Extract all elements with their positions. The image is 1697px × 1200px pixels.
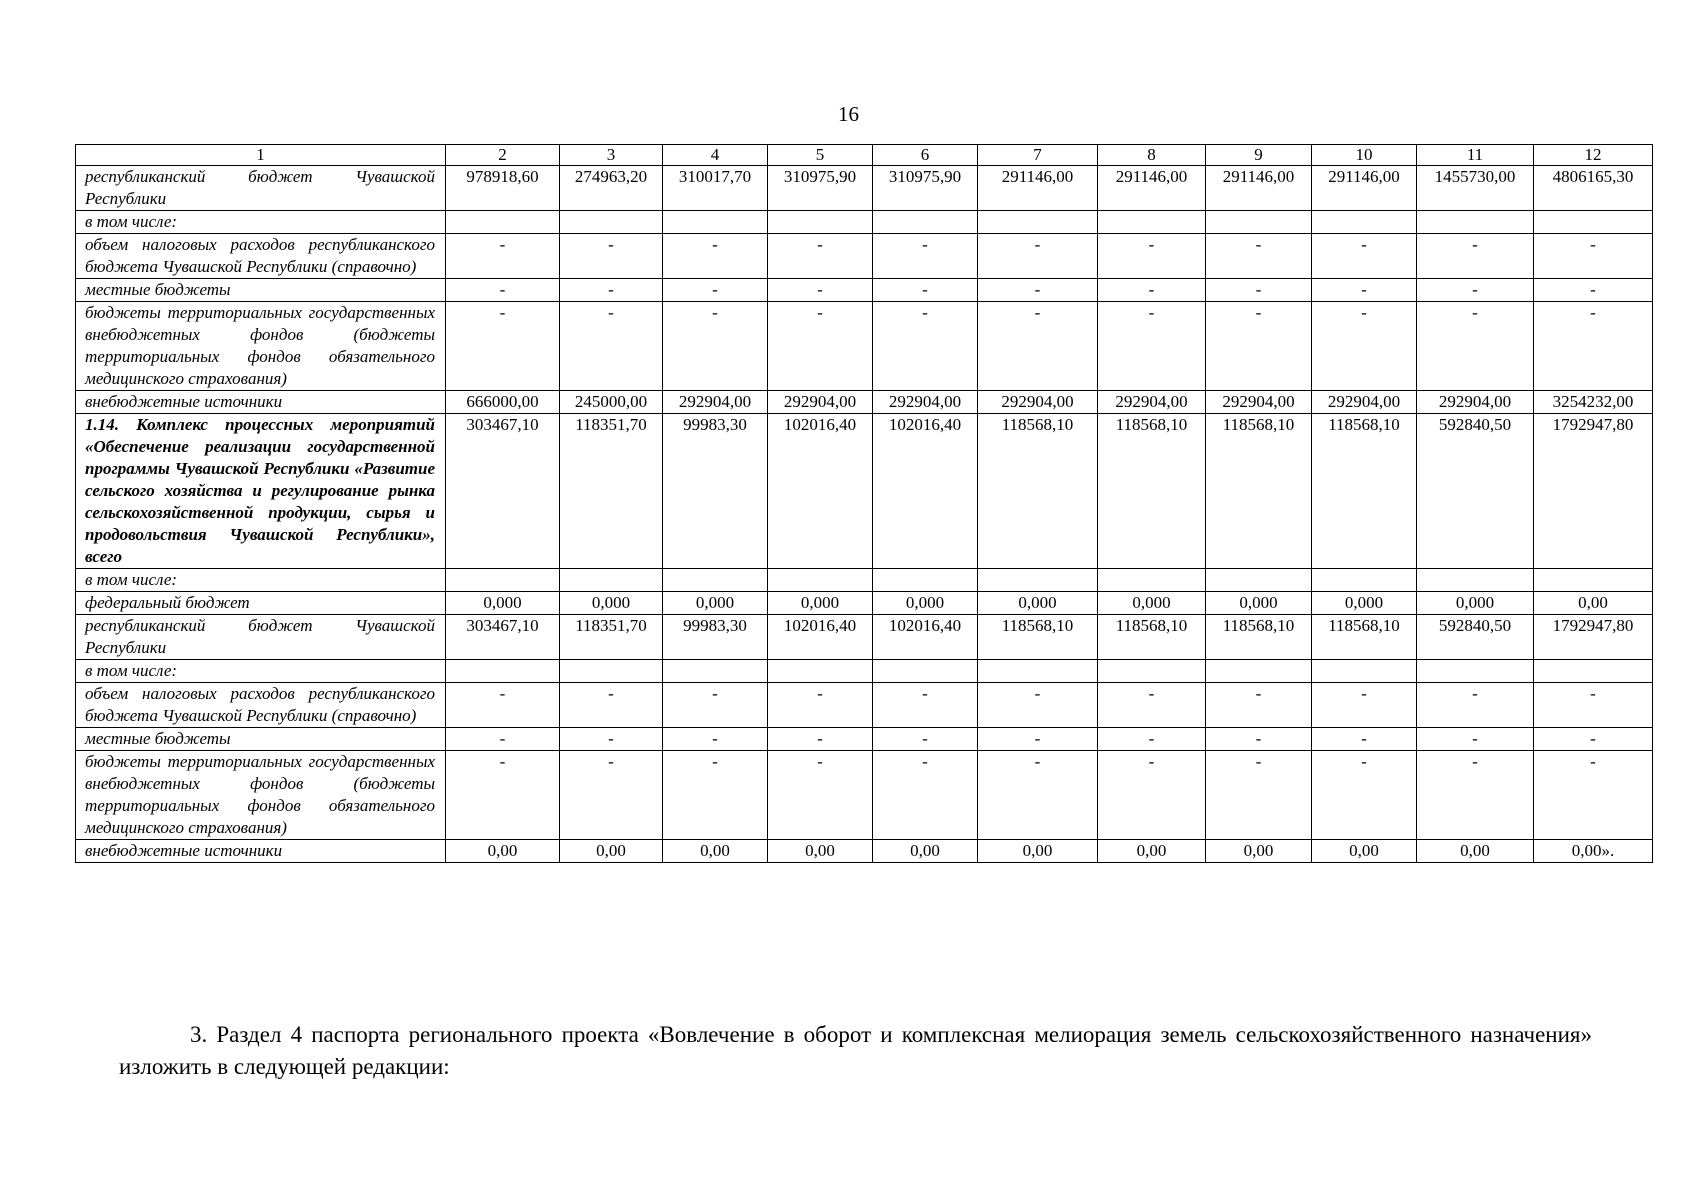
value-cell: 99983,30 (663, 615, 768, 660)
value-cell: - (1098, 234, 1206, 279)
value-cell: - (1098, 302, 1206, 391)
value-cell: 0,00 (446, 840, 560, 863)
value-cell: 303467,10 (446, 615, 560, 660)
value-cell: - (1534, 728, 1653, 751)
value-cell (873, 660, 978, 683)
value-cell: - (560, 279, 663, 302)
row-label: местные бюджеты (76, 728, 446, 751)
value-cell: 292904,00 (873, 391, 978, 414)
header-cell: 10 (1312, 145, 1417, 166)
value-cell: 1792947,80 (1534, 414, 1653, 569)
value-cell: 0,00 (1098, 840, 1206, 863)
value-cell (873, 211, 978, 234)
value-cell: 118568,10 (978, 414, 1098, 569)
value-cell: 118568,10 (1098, 615, 1206, 660)
value-cell: 102016,40 (768, 414, 873, 569)
table-header-row (76, 145, 1653, 166)
value-cell: - (446, 234, 560, 279)
value-cell: 0,00 (560, 840, 663, 863)
value-cell: - (1534, 279, 1653, 302)
value-cell: 0,000 (1206, 592, 1312, 615)
value-cell: 292904,00 (768, 391, 873, 414)
value-cell: 292904,00 (1417, 391, 1534, 414)
value-cell (768, 211, 873, 234)
value-cell: - (1417, 751, 1534, 840)
value-cell: - (1312, 302, 1417, 391)
row-label: внебюджетные источники (76, 391, 446, 414)
value-cell: - (663, 728, 768, 751)
value-cell: - (978, 279, 1098, 302)
row-label: объем налоговых расходов республиканского бюджета Чувашской Республики (справочно) (76, 234, 446, 279)
value-cell: - (873, 234, 978, 279)
value-cell: - (663, 279, 768, 302)
value-cell (446, 569, 560, 592)
value-cell: 3254232,00 (1534, 391, 1653, 414)
value-cell: 0,000 (1098, 592, 1206, 615)
value-cell (663, 211, 768, 234)
value-cell: - (978, 302, 1098, 391)
value-cell: - (663, 751, 768, 840)
value-cell (768, 660, 873, 683)
value-cell: - (1534, 751, 1653, 840)
value-cell (560, 660, 663, 683)
value-cell (1098, 211, 1206, 234)
value-cell: 102016,40 (873, 615, 978, 660)
value-cell: - (446, 302, 560, 391)
value-cell (1417, 211, 1534, 234)
value-cell: 0,00 (978, 840, 1098, 863)
value-cell: - (560, 683, 663, 728)
value-cell (1417, 569, 1534, 592)
header-cell: 9 (1206, 145, 1312, 166)
value-cell (978, 660, 1098, 683)
body-paragraph: 3. Раздел 4 паспорта регионального проекта «Вовлечение в оборот и комплексная мелиорация земель сельскохозяйственного назначения» изложить в следующей редакции: (119, 1022, 1592, 1079)
header-cell: 8 (1098, 145, 1206, 166)
value-cell: 0,000 (1312, 592, 1417, 615)
value-cell: - (873, 683, 978, 728)
value-cell: 0,000 (663, 592, 768, 615)
value-cell: - (1312, 234, 1417, 279)
header-cell: 7 (978, 145, 1098, 166)
value-cell: - (446, 279, 560, 302)
value-cell: 291146,00 (1098, 166, 1206, 211)
value-cell: 310975,90 (768, 166, 873, 211)
budget-table (75, 144, 1653, 863)
value-cell: - (560, 234, 663, 279)
page-number: 16 (838, 102, 859, 126)
row-label: бюджеты территориальных государственных внебюджетных фондов (бюджеты территориальных фондов обязательного медицинского страхования) (76, 302, 446, 391)
value-cell: - (978, 683, 1098, 728)
value-cell: - (873, 302, 978, 391)
row-label: местные бюджеты (76, 279, 446, 302)
value-cell: 0,00 (768, 840, 873, 863)
value-cell: - (446, 728, 560, 751)
value-cell (663, 569, 768, 592)
table-row (76, 660, 1653, 683)
value-cell (560, 211, 663, 234)
value-cell: 0,00 (1206, 840, 1312, 863)
value-cell: 292904,00 (978, 391, 1098, 414)
value-cell: - (978, 234, 1098, 279)
value-cell: 118351,70 (560, 414, 663, 569)
value-cell: - (1098, 751, 1206, 840)
value-cell: - (663, 683, 768, 728)
value-cell (1206, 569, 1312, 592)
value-cell (1534, 660, 1653, 683)
value-cell (1534, 569, 1653, 592)
value-cell (1206, 660, 1312, 683)
table-row (76, 615, 1653, 660)
value-cell: 4806165,30 (1534, 166, 1653, 211)
value-cell: 978918,60 (446, 166, 560, 211)
value-cell: - (768, 683, 873, 728)
value-cell (978, 211, 1098, 234)
value-cell: 291146,00 (978, 166, 1098, 211)
value-cell: - (1417, 279, 1534, 302)
value-cell: - (873, 751, 978, 840)
value-cell: - (1312, 683, 1417, 728)
row-label: в том числе: (76, 660, 446, 683)
value-cell: - (1534, 683, 1653, 728)
table-row (76, 279, 1653, 302)
value-cell: - (768, 302, 873, 391)
value-cell: - (768, 728, 873, 751)
value-cell: 592840,50 (1417, 414, 1534, 569)
value-cell: - (560, 728, 663, 751)
row-label: федеральный бюджет (76, 592, 446, 615)
row-label: 1.14. Комплекс процессных мероприятий «Обеспечение реализации государственной программы Чувашской Республики «Развитие сельского хозяйства и регулирование рынка сельскохозяйственной продукции, сырья и продовольствия Чувашской Республики», всего (76, 414, 446, 569)
value-cell: - (1534, 234, 1653, 279)
value-cell: - (1312, 751, 1417, 840)
value-cell: 292904,00 (1206, 391, 1312, 414)
value-cell: - (768, 751, 873, 840)
value-cell: - (446, 751, 560, 840)
value-cell: 0,000 (1417, 592, 1534, 615)
value-cell: 118568,10 (1312, 615, 1417, 660)
table-row (76, 840, 1653, 863)
row-label: в том числе: (76, 569, 446, 592)
value-cell: - (1206, 728, 1312, 751)
value-cell (1534, 211, 1653, 234)
value-cell: 310975,90 (873, 166, 978, 211)
value-cell: 102016,40 (873, 414, 978, 569)
row-label: объем налоговых расходов республиканского бюджета Чувашской Республики (справочно) (76, 683, 446, 728)
table-row (76, 391, 1653, 414)
value-cell: - (1098, 683, 1206, 728)
value-cell: - (1206, 683, 1312, 728)
value-cell (1312, 569, 1417, 592)
value-cell: - (663, 234, 768, 279)
table-row (76, 234, 1653, 279)
row-label: республиканский бюджет Чувашской Республики (76, 615, 446, 660)
row-label: бюджеты территориальных государственных внебюджетных фондов (бюджеты территориальных фондов обязательного медицинского страхования) (76, 751, 446, 840)
value-cell: 0,00 (1417, 840, 1534, 863)
table-row (76, 592, 1653, 615)
table-row (76, 414, 1653, 569)
table-row (76, 302, 1653, 391)
value-cell: 245000,00 (560, 391, 663, 414)
value-cell: 0,000 (873, 592, 978, 615)
value-cell: 0,00 (1312, 840, 1417, 863)
value-cell: - (1206, 279, 1312, 302)
value-cell: 118568,10 (1206, 414, 1312, 569)
header-cell: 6 (873, 145, 978, 166)
value-cell: 0,00 (873, 840, 978, 863)
value-cell: 0,000 (560, 592, 663, 615)
value-cell: - (1534, 302, 1653, 391)
value-cell: - (1206, 751, 1312, 840)
value-cell: 303467,10 (446, 414, 560, 569)
value-cell (1098, 569, 1206, 592)
value-cell (1206, 211, 1312, 234)
value-cell (768, 569, 873, 592)
row-label: внебюджетные источники (76, 840, 446, 863)
value-cell (446, 211, 560, 234)
value-cell (663, 660, 768, 683)
table-row (76, 166, 1653, 211)
header-cell: 4 (663, 145, 768, 166)
value-cell: - (873, 279, 978, 302)
value-cell: - (1312, 279, 1417, 302)
value-cell: - (768, 234, 873, 279)
value-cell: 1792947,80 (1534, 615, 1653, 660)
value-cell: 292904,00 (1098, 391, 1206, 414)
value-cell: 0,00 (663, 840, 768, 863)
value-cell: - (560, 751, 663, 840)
value-cell (1312, 660, 1417, 683)
value-cell: - (1098, 279, 1206, 302)
value-cell: - (1206, 234, 1312, 279)
table-row (76, 683, 1653, 728)
value-cell (1098, 660, 1206, 683)
header-cell: 5 (768, 145, 873, 166)
value-cell: - (1098, 728, 1206, 751)
value-cell (560, 569, 663, 592)
value-cell: 274963,20 (560, 166, 663, 211)
value-cell: - (663, 302, 768, 391)
header-cell: 11 (1417, 145, 1534, 166)
table-row (76, 728, 1653, 751)
header-cell: 2 (446, 145, 560, 166)
value-cell: 118568,10 (978, 615, 1098, 660)
value-cell: - (1417, 683, 1534, 728)
value-cell: 292904,00 (1312, 391, 1417, 414)
value-cell (873, 569, 978, 592)
value-cell: 118568,10 (1098, 414, 1206, 569)
value-cell: - (1206, 302, 1312, 391)
value-cell: - (768, 279, 873, 302)
header-cell: 3 (560, 145, 663, 166)
value-cell: - (446, 683, 560, 728)
value-cell: - (978, 751, 1098, 840)
value-cell: - (560, 302, 663, 391)
table-row (76, 569, 1653, 592)
row-label: республиканский бюджет Чувашской Республики (76, 166, 446, 211)
table-row (76, 751, 1653, 840)
table-row (76, 211, 1653, 234)
value-cell: - (1417, 728, 1534, 751)
row-label: в том числе: (76, 211, 446, 234)
value-cell: 118568,10 (1206, 615, 1312, 660)
value-cell (1417, 660, 1534, 683)
value-cell: 118351,70 (560, 615, 663, 660)
value-cell: 0,000 (768, 592, 873, 615)
value-cell: - (1417, 234, 1534, 279)
value-cell: 0,00». (1534, 840, 1653, 863)
value-cell: 292904,00 (663, 391, 768, 414)
value-cell: - (1417, 302, 1534, 391)
value-cell: 0,00 (1534, 592, 1653, 615)
value-cell: - (1312, 728, 1417, 751)
value-cell (1312, 211, 1417, 234)
value-cell: 118568,10 (1312, 414, 1417, 569)
value-cell: - (978, 728, 1098, 751)
value-cell: 291146,00 (1206, 166, 1312, 211)
value-cell: 666000,00 (446, 391, 560, 414)
value-cell: 1455730,00 (1417, 166, 1534, 211)
value-cell: 0,000 (978, 592, 1098, 615)
value-cell: 102016,40 (768, 615, 873, 660)
value-cell (446, 660, 560, 683)
value-cell: - (873, 728, 978, 751)
header-cell: 12 (1534, 145, 1653, 166)
value-cell: 592840,50 (1417, 615, 1534, 660)
value-cell: 0,000 (446, 592, 560, 615)
value-cell: 310017,70 (663, 166, 768, 211)
value-cell (978, 569, 1098, 592)
value-cell: 291146,00 (1312, 166, 1417, 211)
value-cell: 99983,30 (663, 414, 768, 569)
header-cell: 1 (76, 145, 446, 166)
